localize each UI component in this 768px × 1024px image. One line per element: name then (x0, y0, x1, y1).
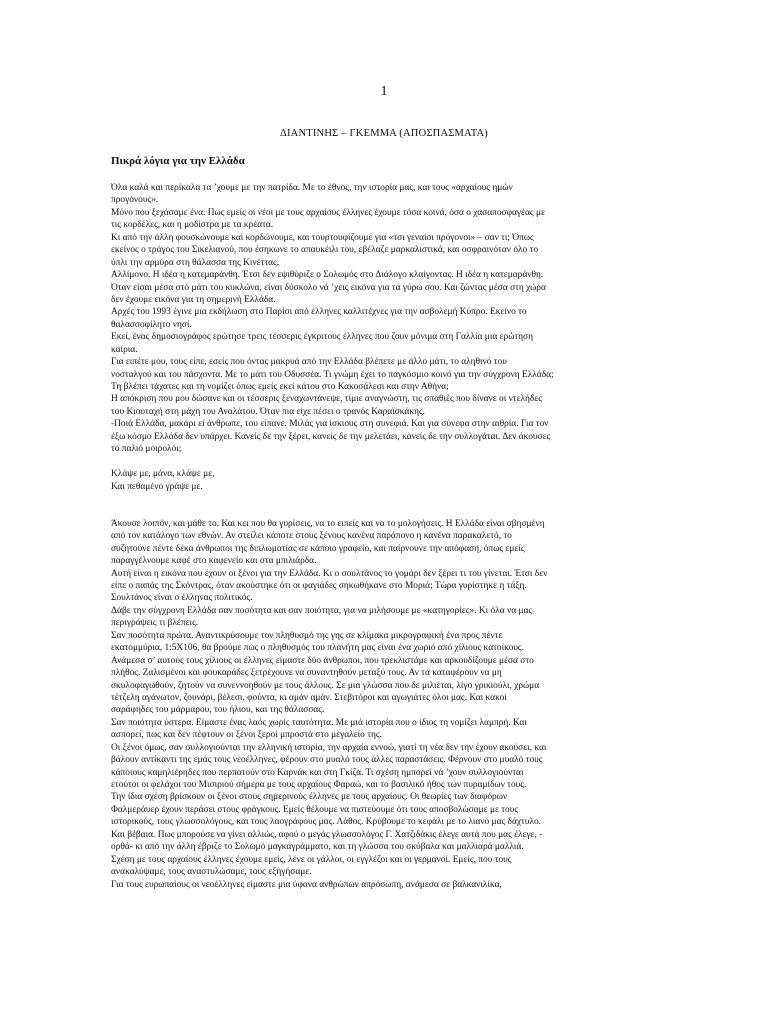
text-line: ορθά- κι από την άλλη έβριζε το Σολωμό μαγκαγράμματο, και τη γλώσσα του σκύβαλα και μαλλιαρά μαλλιά. (111, 842, 524, 853)
text-line: Εκεί, ένας δημοσιογράφος ερώτησε τρεις τέσσερις έγκριτους έλληνες που ζουν μόνιμα στη Γαλλία μια ερώτηση (111, 332, 534, 343)
text-line: Μόνο που ξεχάσαμε ένα. Πως εμείς οι νέοι με τους αρχαίους έλληνες έχουμε τόσα κοινά, όσα ο χασαποσφαγέας με (111, 207, 545, 218)
text-line: Και βέβαια. Πως μπορούσε να γίνει αλλιώς, αφού ο μεγάς γλωσσολόγος Γ. Χατζιδάκις έλεγε αυτά που μας έλεγε, - (111, 829, 543, 840)
text-line: τις κορδέλες, και η μοδίστρα με τα κρέατα. (111, 220, 274, 231)
text-line: είπε ο παπάς της Σκόντρας, όταν ακούστηκε ότι οι φαγιάδες σηκωθήκανε στο Μοριά; Τώρα γυρίστηκε η τάξη. (111, 581, 527, 591)
text-line: Η απόκριση που μου δώσανε και οι τέσσερις ξεναχωντάνεψε, τίμιε αναγνώστη, τις σπαθιές που δίνανε οι ντελήδες (111, 394, 542, 405)
blank-line (111, 493, 657, 505)
text-line: παραγγέλνουμε καφέ στο καφενείο και στα μπιλιάρδα. (111, 556, 317, 567)
text-line: έξω κόσμο Ελλάδα δεν υπάρχει. Κανείς δε την ξέρει, κανείς δε την μελετάει, κανείς δε την συλλογάται. Δεν άκουσες (111, 431, 551, 442)
text-line: Σαν ποσότητα πρώτα. Αναντικρύσουμε τον πληθυσμό της γης σε κλίμακα μικρογραφική ένα προς πέντε (111, 630, 503, 641)
text-line: του Κιουταχή στη μάχη του Αναλάτου. Όταν πια είχε πέσει ο τρανός Καραϊσκάκης. (111, 406, 426, 417)
text-line: συζητούνε πέντε δέκα άνθρωποι της διπλωματίας σε κάποιο γραφείο, και παίρνουνε την απόφαση, όπως εμείς (111, 543, 525, 554)
text-line: σαράφηδες του μάρμαρου, του ήλιου, και της θάλασσας. (111, 705, 325, 716)
text-line: Αλλίμονο. Η ιδέα η κατεμαράνθη. Έτσι δεν εψιθύριζε ο Σολωμός στο Διάλογο κλαίγοντας. Η ιδέα η κατεμαράνθη. (111, 270, 544, 281)
text-line: Αυτή είναι η εικόνα που έχουν οι ξένοι για την Ελλάδα. Κι ο σουλτάνος το γομάρι δεν ξέρει τι του γίνεται. Έτσι δεν (111, 568, 548, 579)
text-line: ετούτοι οι φελάχοι του Μισιριού σήμερα με τους αρχαίους Φαραώ, και το βασιλικό ήθος των πυραμίδων τους. (111, 780, 527, 790)
text-line: σκυλοφαγωθούν, ζητούν να συνεννοηθούν με τους άλλους. Σε μια γλώσσα που δε μιλιέται, λίγο γρικιούλι, χρώμα (111, 680, 540, 691)
paragraph-block-1 (111, 182, 657, 456)
text-line: περιγράψεις τι βλέπεις. (111, 618, 199, 629)
paragraph-block-2 (111, 518, 657, 891)
text-line: Σαν ποιότητα ύστερα. Είμαστε ένας λαός χωρίς ταυτότητα. Με μιά ιστορία που ο ίδιος τη νομίζει λαμπρή. Και (111, 717, 527, 728)
text-line: δεν έχουμε εικόνα για τη σημερινή Ελλάδα. (111, 294, 276, 305)
body-text (111, 182, 657, 891)
text-line: εκείνος ο τράγος του Σικελιανού, που έσηκωνε το απαυκέιλι του, εβέλαζε μαρκαλιστικά, και οσφραινόταν όλο το (111, 245, 539, 256)
document-title: ΔΙΑΝΤΙΝΗΣ – ΓΚΕΜΜΑ (ΑΠΟΣΠΑΣΜΑΤΑ) (280, 128, 488, 139)
text-line: -Ποιά Ελλάδα, μακάρι εί άνθρωπε, του είπανε. Μιλάς για ίσκιους στη συνεφιά. Και για σύνεφα στην αιθρία. Για τον (111, 419, 549, 430)
text-line: Άκουσε λοιπόν, και μάθε το. Και κει που θα γυρίσεις, να το ειπείς και να το μολογήσεις. Η Ελλάδα είναι σβησμένη (111, 518, 545, 529)
verse-line: Κλάψε με, μάνα, κλάψε με, (111, 469, 215, 480)
page-number: 1 (380, 84, 388, 99)
text-line: Τη βλέπει τάχατες και τη νομίζει όπως εμείς εκεί κάτου στο Κακοσάλεσι και στην Αθήνα; (111, 382, 449, 392)
text-line: Για τους ευρωπαίους οι νεοέλληνες είμαστε μια ύφανα ανθρώπων απρόσωπη, ανάμεσα σε βαλκανιλίκα, (111, 879, 502, 890)
text-line: εκατομμύρια, 1:5Χ106, θα βρούμε πως ο πληθυσμός του πλανήτη μας είναι ένα χωριό από χίλιους κατοίκους. (111, 643, 524, 654)
text-line: ιστορικούς, τους γλωσσολόγους, και τους λαογράφους μας. Λάθος. Κρύβουμε το κεφάλι με το λιανό μας δάχτυλο. (111, 817, 542, 828)
text-line: θαλασσοφίλητο νησί. (111, 319, 192, 330)
text-line: ασπορεί, πως και δεν πέφτουν οι ξένοι ξεροί μπροστά στο μεγαλείο της. (111, 730, 382, 741)
section-heading: Πικρά λόγια για την Ελλάδα (111, 155, 245, 167)
text-line: προγόνους». (111, 195, 159, 206)
text-line: νοσταλγού και του πάσχοντα. Με το μάτι του Οδυσσέα. Τι γνώμη έχει το παγκόσμιο κοινό για την σύγχρονη Ελλάδα; (111, 369, 554, 380)
text-line: βάλουν αντίκαντι της εμάς τους νεοέλληνες, φέρουν στο μυαλό τους άλλες παραστάσεις. Φέρνουν στο μυαλό τους (111, 755, 543, 766)
text-line: κάποιους καμηλιέρηδες που περπατούν στο Καρνάκ και στη Γκίζα. Τι σχέση ημπορεί νά ’χουν συλλογιούνται (111, 767, 524, 778)
text-line: Σχέση με τους αρχαίους έλληνες έχουμε εμείς, λένε οι γάλλοι, οι εγγλέζοι και οι γερμανοί. Εμείς, που τους (111, 854, 512, 865)
text-line: ανακαλύψαμε, τους αναστυλώσαμε, τους εξηγήσαμε. (111, 867, 312, 878)
text-line: Για ειπέτε μου, τους είπε, εσείς που όντας μακρυά από την Ελλάδα βλέπετε με άλλο μάτι, το αληθινό του (111, 357, 507, 368)
text-line: Οι ξένοι όμως, σαν συλλογιούνται την ελληνική ιστορία, την αρχαία εννοώ, γιατί τη νέα δεν την έχουν ακούσει, και (111, 742, 547, 753)
text-line: Όταν είσαι μέσα στό μάτι του κυκλώνα, είναι δύσκολο νά ’χεις εικόνα για τα γύρω σου. Και ζώντας μέσα στη χώρα (111, 282, 546, 293)
text-line: Την ίδια σχέση βρίσκουν οι ξένοι στους σημερινούς έλληνες με τους αρχαίους. Οι θεωρίες των διαφόρων (111, 792, 508, 803)
verse-line: Και πεθαμένο γράψε με. (111, 481, 203, 492)
blank-line (111, 456, 657, 468)
text-line: Δάβε την σύγχρονη Ελλάδα σαν ποσότητα και σαν ποιότητα, για να μιλήσουμε με «κατηγορίες». Κι όλα να μας (111, 605, 533, 616)
text-line: από τον κατάλογο των εθνών. Αν στείλει κάποτε στους ξένους κανένα παράπονο η κανένα παρακαλετό, το (111, 531, 512, 542)
text-line: τέτζελη αγάνωτον, ζουνάρι, βέλεσι, φούντα, κι αμάν αμάν. Στεβιτόροι και αγωγιάτες όλοι μας. Και κακοί (111, 692, 507, 703)
text-line: Ανάμεσα σ’ αυτούς τους χίλιους οι έλληνες είμαστε δύο άνθρωποι, που τρεκλιστάμε και αρκουδίζουμε μέσα στο (111, 655, 534, 666)
text-line: πλήθος. Ζαλισμένοι και φουκαράδες ξετρέχουνε να συναντηθούν μεταξύ τους. Αν τα καταφέρουν να μη (111, 668, 502, 679)
blank-line (111, 505, 657, 517)
text-line: ύπλι την αρμύρα στη θάλασσα της Κινέττας. (111, 257, 280, 268)
text-line: Αρχές του 1993 έγινε μια εκδήλωση στο Παρίσι από έλληνες καλλιτέχνες για την ασβολεμή Κύπρο. Εκείνο το (111, 307, 527, 318)
text-line: Όλα καλά και περίκαλα τα ’χουμε με την πατρίδα. Με το έθνος, την ιστορία μας, και τους «αρχαίους ημών (111, 183, 513, 193)
verse-block (111, 468, 657, 493)
text-line: Φαλμεράυερ έχουν περάσει στους φράγκους. Εμείς θέλουμε να πιστεύουμε ότι τους αποσβολώσαμε με τους (111, 804, 519, 815)
text-line: το παλιό μοιρολόι; (111, 444, 182, 455)
text-line: Κι από την άλλη φουσκώνουμε και κορδώνουμε, και τουρτουφίζουμε για «τσι γεναίοι πρόγονοι» – σαν τι; Όπως (111, 232, 534, 243)
text-line: καίρια. (111, 344, 138, 355)
text-line: Σουλτάνος είναι ο έλληνας πολιτικός. (111, 593, 253, 604)
